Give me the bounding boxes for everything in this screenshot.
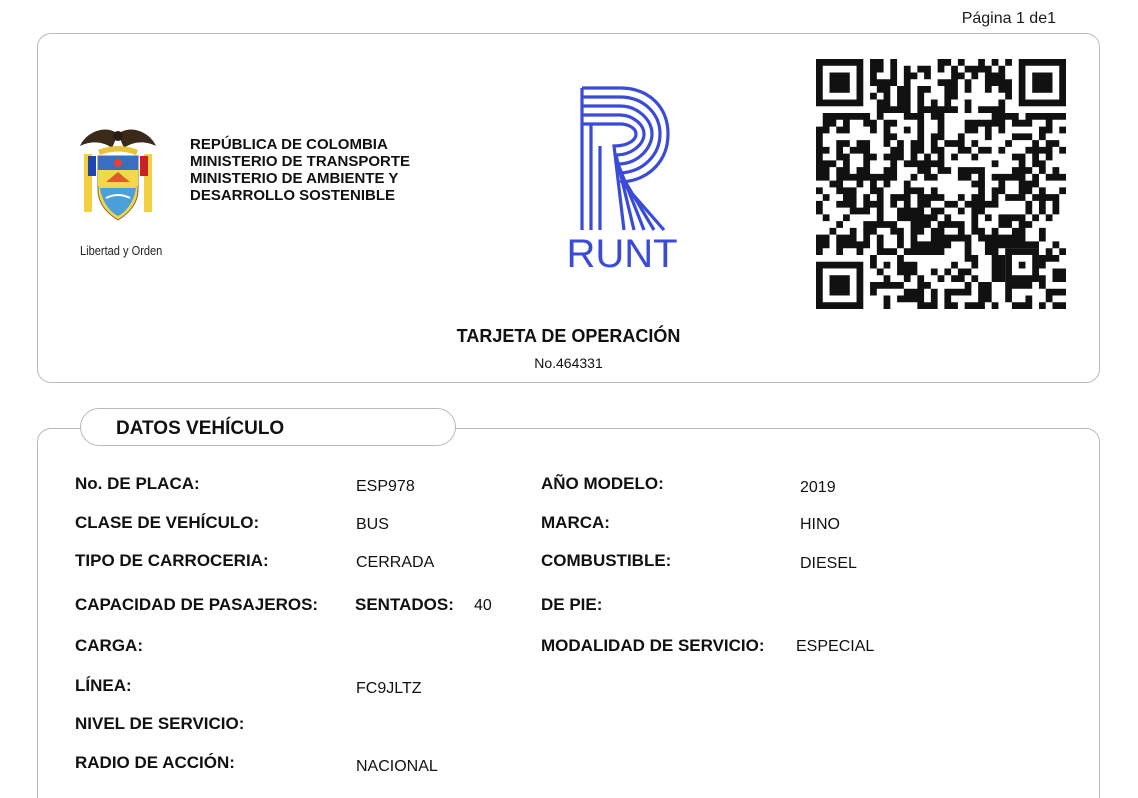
modelo-value: 2019	[800, 479, 836, 496]
carroceria-value: CERRADA	[356, 554, 435, 571]
motto-text: Libertad y Orden	[80, 243, 163, 258]
placa-label: No. DE PLACA:	[75, 474, 200, 493]
carga-label: CARGA:	[75, 636, 143, 655]
nivel-label: NIVEL DE SERVICIO:	[75, 714, 245, 733]
marca-label: MARCA:	[541, 513, 610, 532]
combustible-value: DIESEL	[800, 555, 857, 572]
modelo-label: AÑO MODELO:	[541, 474, 664, 493]
header-card	[37, 33, 1100, 383]
capacidad-label: CAPACIDAD DE PASAJEROS:	[75, 595, 319, 614]
clase-label: CLASE DE VEHÍCULO:	[75, 513, 260, 532]
sentados-label: SENTADOS:	[355, 595, 454, 614]
modalidad-value: ESPECIAL	[796, 638, 875, 655]
radio-value: NACIONAL	[356, 758, 438, 775]
issuer-block	[190, 136, 410, 204]
runt-logo	[562, 84, 682, 274]
modalidad-label: MODALIDAD DE SERVICIO:	[541, 636, 765, 655]
linea-label: LÍNEA:	[75, 676, 132, 695]
depie-label: DE PIE:	[541, 595, 603, 614]
carroceria-label: TIPO DE CARROCERIA:	[75, 551, 269, 570]
issuer-line-1: REPÚBLICA DE COLOMBIA	[190, 136, 388, 153]
marca-value: HINO	[800, 516, 840, 533]
qr-code-icon	[816, 59, 1066, 309]
document-title: TARJETA DE OPERACIÓN	[456, 326, 681, 346]
coat-of-arms-icon	[78, 124, 158, 224]
combustible-label: COMBUSTIBLE:	[541, 551, 672, 570]
document-number: No.464331	[534, 355, 603, 371]
section-title: DATOS VEHÍCULO	[116, 418, 285, 439]
issuer-line-3: MINISTERIO DE AMBIENTE Y	[190, 170, 399, 187]
radio-label: RADIO DE ACCIÓN:	[75, 753, 235, 772]
page-indicator: Página 1 de1	[961, 10, 1056, 27]
clase-value: BUS	[356, 516, 389, 533]
runt-wordmark: RUNT	[566, 232, 678, 274]
issuer-line-4: DESARROLLO SOSTENIBLE	[190, 187, 396, 204]
placa-value: ESP978	[356, 478, 415, 495]
issuer-line-2: MINISTERIO DE TRANSPORTE	[190, 153, 411, 170]
linea-value: FC9JLTZ	[356, 680, 422, 697]
sentados-value: 40	[474, 597, 492, 614]
